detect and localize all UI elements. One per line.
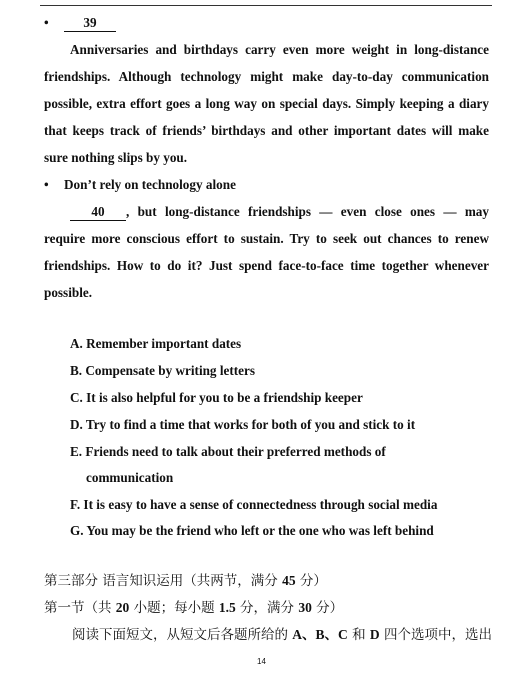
part-three-heading: 第三部分 语言知识运用（共两节，满分 45 分）: [44, 573, 327, 589]
paragraph-39-line-3: possible, extra effort goes a long way on special days. Simply keeping a diary: [44, 96, 489, 111]
option-e-continued: communication: [86, 470, 174, 485]
paragraph-39-line-5: sure nothing slips by you.: [44, 150, 188, 165]
paragraph-40-line-3: friendships. How to do it? Just spend face-to-face time together whenever: [44, 258, 489, 273]
paragraph-40-line-2: require more conscious effort to sustain. Try to seek out chances to renew: [44, 231, 489, 246]
blank-39: 39: [64, 14, 116, 32]
bullet: •: [44, 15, 49, 30]
option-b: B. Compensate by writing letters: [70, 363, 255, 378]
section-one-heading: 第一节（共 20 小题；每小题 1.5 分，满分 30 分）: [44, 600, 344, 616]
paragraph-39-line-4: that keeps track of friends’ birthdays and other important dates will make: [44, 123, 489, 138]
paragraph-39-line-2: friendships. Although technology might make day-to-day communication: [44, 69, 489, 84]
heading-text: Don’t rely on technology alone: [64, 177, 236, 192]
option-a: A. Remember important dates: [70, 336, 242, 351]
option-d: D. Try to find a time that works for both of you and stick to it: [70, 417, 416, 432]
paragraph-40-line-1: [70, 203, 489, 221]
paragraph-40-text: , but long-distance friendships — even close ones — may: [126, 204, 489, 219]
header-rule: [40, 5, 492, 6]
blank-40: 40: [70, 203, 126, 221]
instruction-text: 阅读下面短文，从短文后各题所给的 A、B、C 和 D 四个选项中，选出: [72, 627, 492, 643]
page-number: 14: [257, 657, 266, 666]
blank-39-line: [44, 14, 116, 32]
paragraph-40-line-4: possible.: [44, 285, 93, 300]
section-heading: [44, 176, 236, 193]
option-f: F. It is easy to have a sense of connectedness through social media: [70, 497, 438, 512]
option-g: G. You may be the friend who left or the one who was left behind: [70, 523, 434, 538]
option-c: C. It is also helpful for you to be a friendship keeper: [70, 390, 363, 405]
paragraph-39-line-1: Anniversaries and birthdays carry even more weight in long-distance: [70, 42, 489, 57]
bullet: •: [44, 177, 49, 192]
option-e: E. Friends need to talk about their preferred methods of: [70, 444, 386, 459]
